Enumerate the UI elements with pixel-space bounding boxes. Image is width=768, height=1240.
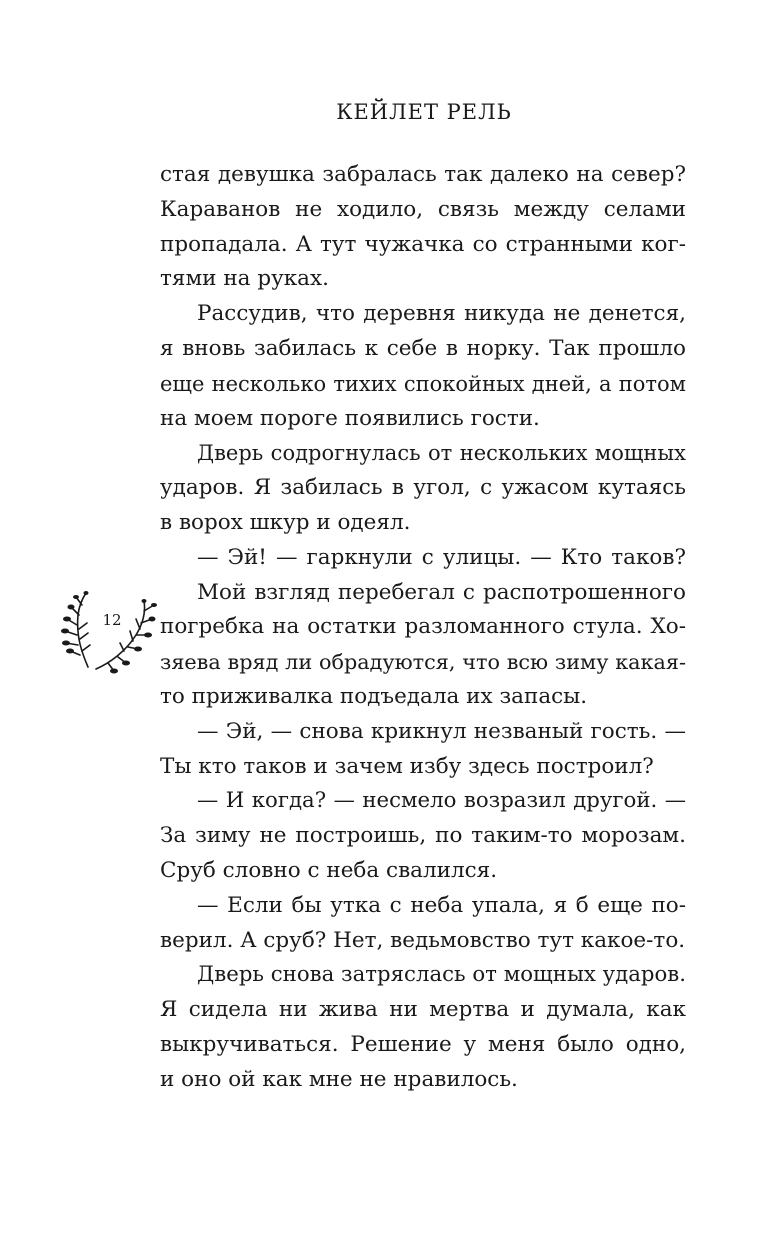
text-line: Рассудив, что деревня никуда не денется, — [197, 301, 686, 327]
text-line: — Эй, — снова крикнул незваный гость. — — [197, 718, 686, 744]
herb-sprig-wreath-icon — [58, 585, 158, 675]
text-line: Я сидела ни жива ни мертва и думала, как — [160, 997, 686, 1023]
running-header: КЕЙЛЕТ РЕЛЬ — [336, 100, 512, 124]
text-line: пропадала. А тут чужачка со странными ког- — [160, 231, 686, 257]
text-line: Дверь снова затряслась от мощных ударов. — [197, 962, 686, 988]
page-number: 12 — [102, 611, 122, 629]
text-line: — Эй! — гаркнули с улицы. — Кто таков? — [197, 544, 686, 570]
text-line: — И когда? — несмело возразил другой. — — [197, 788, 686, 814]
text-line: Ты кто таков и зачем избу здесь построил? — [160, 753, 654, 779]
text-line: зяева вряд ли обрадуются, что всю зиму какая- — [160, 650, 686, 675]
text-line: верил. А сруб? Нет, ведьмовство тут какое-то. — [160, 927, 686, 953]
text-line: — Если бы утка с неба упала, я б еще по- — [197, 892, 686, 918]
text-line: еще несколько тихих спокойных дней, а потом — [160, 371, 686, 396]
text-line: выкручиваться. Решение у меня было одно, — [160, 1031, 686, 1057]
text-line: в ворох шкур и одеял. — [160, 509, 411, 535]
text-line: я вновь забилась к себе в норку. Так прошло — [160, 335, 686, 361]
text-line: стая девушка забралась так далеко на север? — [160, 162, 686, 187]
text-line: и оно ой как мне не нравилось. — [160, 1066, 518, 1092]
text-line: то приживалка подъедала их запасы. — [160, 683, 588, 709]
text-line: Дверь содрогнулась от нескольких мощных — [197, 441, 686, 466]
text-line: За зиму не построишь, по таким-то морозам. — [160, 823, 686, 849]
body-text — [160, 158, 686, 1098]
text-line: ударов. Я забилась в угол, с ужасом кутаясь — [160, 475, 686, 501]
text-line: погребка на остатки разломанного стула. Хо- — [160, 614, 686, 640]
text-line: Сруб словно с неба свалился. — [160, 857, 498, 883]
text-line: на моем пороге появились гости. — [160, 405, 540, 431]
page-folio — [58, 585, 158, 675]
text-line: тями на руках. — [160, 266, 329, 292]
text-line: Караванов не ходило, связь между селами — [160, 196, 686, 222]
text-line: Мой взгляд перебегал с распотрошенного — [197, 579, 686, 605]
